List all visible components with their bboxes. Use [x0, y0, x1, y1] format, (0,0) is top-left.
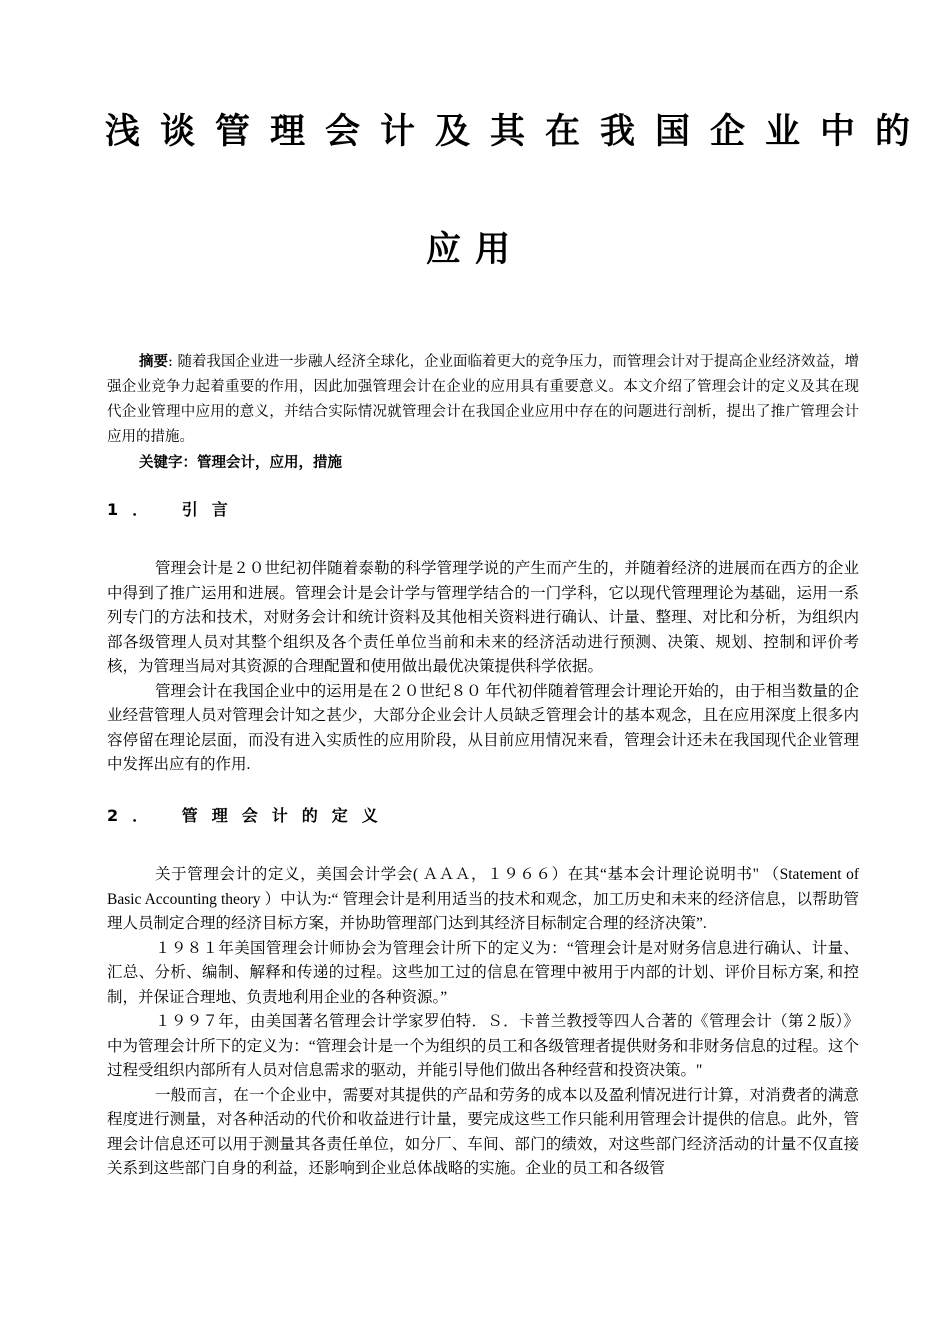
paragraph: １９９７年，由美国著名管理会计学家罗伯特．Ｓ．卡普兰教授等四人合著的《管理会计（第２版）》中为管理会计所下的定义为：“管理会计是一个为组织的员工和各级管理者提供财务和非财务信息的过程。这个过程受组织内部所有人员对信息需求的驱动，并能引导他们做出各种经营和投资决策。" — [107, 1013, 859, 1079]
section-body-introduction — [107, 557, 859, 778]
document-title-line-1: 浅谈管理会计及其在我国企业中的 — [105, 112, 931, 152]
paragraph: 管理会计是２０世纪初伴随着泰勒的科学管理学说的产生而产生的，并随着经济的进展而在西方的企业中得到了推广运用和进展。管理会计是会计学与管理学结合的一门学科，它以现代管理理论为基础，运用一系列专门的方法和技术，对财务会计和统计资料及其他相关资料进行确认、计量、整理、对比和分析，为组织内部各级管理人员对其整个组织及各个责任单位当前和未来的经济活动进行预测、决策、规划、控制和评价考核，为管理当局对其资源的合理配置和使用做出最优决策提供科学依据。 — [107, 560, 859, 675]
keywords-line — [107, 450, 859, 476]
abstract-label: 摘要 — [139, 353, 168, 370]
abstract-paragraph — [107, 349, 859, 450]
keywords-text: 关键字：管理会计，应用，措施 — [139, 454, 342, 471]
paragraph: 关于管理会计的定义，美国会计学会( ＡＡＡ，１９６６）在其“基本会计理论说明书" （Statement of Basic Accounting theory ）中认为:“ 管理会计是利用适当的技术和观念，加工历史和未来的经济信息，以帮助管理人员制定合理的经济目标方案，并协助管理部门达到其经济目标制定合理的经济决策”. — [107, 866, 859, 932]
section-heading-definition: 2． 管理会计的定义 — [107, 806, 392, 825]
abstract-text: : 随着我国企业进一步融人经济全球化，企业面临着更大的竞争压力，而管理会计对于提高企业经济效益，增强企业竞争力起着重要的作用，因此加强管理会计在企业的应用具有重要意义。本文介绍了管理会计的定义及其在现代企业管理中应用的意义，并结合实际情况就管理会计在我国企业应用中存在的问题进行剖析，提出了推广管理会计应用的措施。 — [107, 354, 859, 445]
abstract-block — [107, 349, 859, 476]
section-body-definition — [107, 863, 859, 1182]
section-heading-introduction: 1． 引言 — [107, 500, 242, 519]
paragraph: 管理会计在我国企业中的运用是在２０世纪８０ 年代初伴随着管理会计理论开始的，由于相当数量的企业经营管理人员对管理会计知之甚少，大部分企业会计人员缺乏管理会计的基本观念，且在应用深度上很多内容停留在理论层面，而没有进入实质性的应用阶段，从目前应用情况来看，管理会计还未在我国现代企业管理中发挥出应有的作用. — [107, 682, 859, 773]
paragraph: 一般而言，在一个企业中，需要对其提供的产品和劳务的成本以及盈利情况进行计算，对消费者的满意程度进行测量，对各种活动的代价和收益进行计量，要完成这些工作只能利用管理会计提供的信息。此外，管理会计信息还可以用于测量其各责任单位，如分厂、车间、部门的绩效，对这些部门经济活动的计量不仅直接关系到这些部门自身的利益，还影响到企业总体战略的实施。企业的员工和各级管 — [107, 1086, 859, 1177]
paragraph: １９８１年美国管理会计师协会为管理会计所下的定义为：“管理会计是对财务信息进行确认、计量、汇总、分析、编制、解释和传递的过程。这些加工过的信息在管理中被用于内部的计划、评价目标方案, 和控制，并保证合理地、负责地利用企业的各种资源。” — [107, 939, 859, 1006]
document-title-line-2: 应用 — [425, 230, 524, 270]
